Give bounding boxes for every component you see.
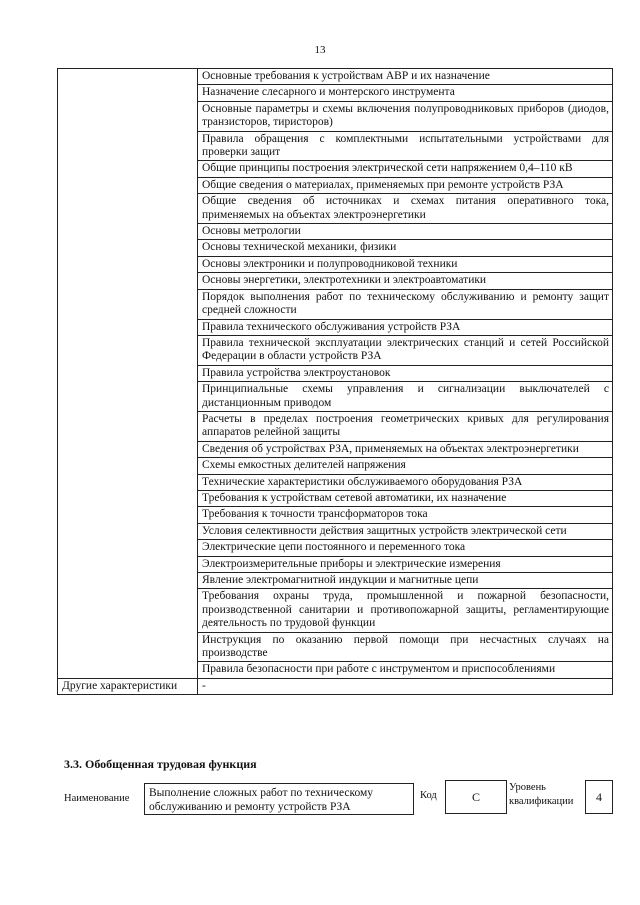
requirement-item: Общие принципы построения электрической сети напряжением 0,4–110 кВ [198,161,613,177]
requirement-item: Основные параметры и схемы включения полупроводниковых приборов (диодов, транзисторов, тиристоров) [198,101,613,131]
requirement-item: Принципиальные схемы управления и сигнализации выключателей с дистанционным приводом [198,382,613,412]
requirements-table [57,68,613,695]
other-characteristics-value: - [198,678,613,694]
section-title: 3.3. Обобщенная трудовая функция [64,757,257,771]
function-name-box: Выполнение сложных работ по техническому обслуживанию и ремонту устройств РЗА [144,783,414,815]
page-number: 13 [314,44,326,56]
requirement-item: Правила технической эксплуатации электрических станций и сетей Российской Федерации в области устройств РЗА [198,335,613,365]
requirement-item: Схемы емкостных делителей напряжения [198,458,613,474]
other-characteristics-label: Другие характеристики [58,678,198,694]
requirement-item: Порядок выполнения работ по техническому обслуживанию и ремонту защит средней сложности [198,289,613,319]
requirement-item: Требования охраны труда, промышленной и пожарной безопасности, производственной санитарии и противопожарной защиты, регламентирующие деятельность по трудовой функции [198,589,613,632]
requirement-item: Электроизмерительные приборы и электрические измерения [198,556,613,572]
requirement-item: Инструкция по оказанию первой помощи при несчастных случаях на производстве [198,632,613,662]
code-label: Код [420,790,437,801]
requirement-item: Основы метрологии [198,224,613,240]
table-row-other [58,678,613,694]
requirement-item: Назначение слесарного и монтерского инструмента [198,85,613,101]
code-value-box: С [445,780,507,814]
requirement-item: Явление электромагнитной индукции и магнитные цепи [198,573,613,589]
requirement-item: Основы технической механики, физики [198,240,613,256]
requirement-item: Основы энергетики, электротехники и электроавтоматики [198,273,613,289]
requirement-item: Правила обращения с комплектными испытательными устройствами для проверки защит [198,131,613,161]
requirement-item: Расчеты в пределах построения геометрических кривых для регулирования аппаратов релейной защиты [198,411,613,441]
requirement-item: Условия селективности действия защитных устройств электрической сети [198,523,613,539]
requirement-item: Сведения об устройствах РЗА, применяемых на объектах электроэнергетики [198,441,613,457]
requirement-item: Основы электроники и полупроводниковой техники [198,256,613,272]
requirement-item: Общие сведения об источниках и схемах питания оперативного тока, применяемых на объектах электроэнергетики [198,194,613,224]
requirement-item: Электрические цепи постоянного и переменного тока [198,540,613,556]
requirement-item: Правила технического обслуживания устройств РЗА [198,319,613,335]
requirement-item: Основные требования к устройствам АВР и их назначение [198,69,613,85]
level-label-line2: квалификации [509,796,574,807]
requirement-item: Правила устройства электроустановок [198,365,613,381]
level-label-line1: Уровень [509,782,546,793]
requirements-table-body [58,69,613,695]
requirement-item: Правила безопасности при работе с инструментом и приспособлениями [198,662,613,678]
level-value-box: 4 [585,780,613,814]
requirement-item: Требования к точности трансформаторов тока [198,507,613,523]
requirement-item: Технические характеристики обслуживаемого оборудования РЗА [198,474,613,490]
requirement-item: Общие сведения о материалах, применяемых при ремонте устройств РЗА [198,177,613,193]
name-label: Наименование [64,793,130,804]
requirement-item: Требования к устройствам сетевой автоматики, их назначение [198,490,613,506]
table-row [58,69,613,85]
generalized-function-row [64,780,624,830]
merged-label-cell [58,69,198,679]
